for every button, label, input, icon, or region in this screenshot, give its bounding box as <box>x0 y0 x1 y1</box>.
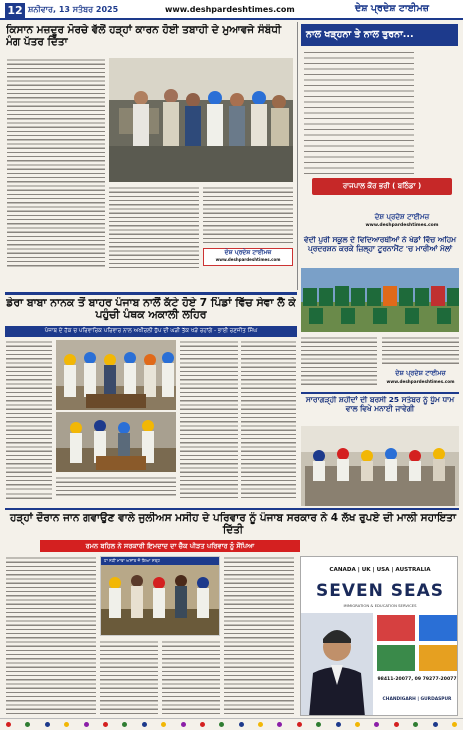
footer-dot <box>239 722 244 727</box>
footer-dot <box>84 722 89 727</box>
flood-text-col2 <box>100 640 158 716</box>
story1-logo-box <box>203 248 293 266</box>
footer-dot <box>64 722 69 727</box>
dera-story-frame <box>5 292 297 295</box>
date-line: ਸ਼ਨੀਵਾਰ, 13 ਸਤੰਬਰ 2025 <box>28 5 119 14</box>
page-number: 12 <box>5 3 25 18</box>
dera-text-col2 <box>56 476 176 498</box>
poem-body <box>304 50 414 175</box>
column-divider <box>297 22 298 290</box>
ad-collage <box>377 615 457 671</box>
poem-logo-box <box>352 212 452 232</box>
footer-dot <box>374 722 379 727</box>
ad-person <box>301 613 373 716</box>
school-logo-url: www.deshpardeshtimes.com <box>386 379 455 384</box>
story1-logo-title: ਦੇਸ਼ ਪ੍ਰਦੇਸ਼ ਟਾਈਮਜ਼ <box>224 249 272 256</box>
footer-color-dots <box>6 722 457 728</box>
saragarhi-headline: ਸਾਰਾਗੜ੍ਹੀ ਸ਼ਹੀਦਾਂ ਦੀ ਬਰਸੀ 25 ਸਤੰਬਰ ਨੂੰ ਧੂੰਮ ਧਾਮ ਵਾਲ ਵਿਖੇ ਮਨਾਈ ਜਾਵੇਗੀ <box>305 396 455 413</box>
poem-logo-url: www.deshpardeshtimes.com <box>365 223 439 228</box>
footer-dot <box>6 722 11 727</box>
story1-text-col3 <box>203 186 293 246</box>
footer-dot <box>452 722 457 727</box>
poem-logo-title: ਦੇਸ਼ ਪ੍ਰਦੇਸ਼ ਟਾਈਮਜ਼ <box>374 213 430 221</box>
dera-text-col1 <box>6 340 52 490</box>
footer-dot <box>122 722 127 727</box>
flood-text-col3 <box>162 640 220 716</box>
flood-subhead-bar <box>40 540 300 552</box>
dera-text-col1b <box>6 492 52 500</box>
footer-dot <box>25 722 30 727</box>
footer-dot <box>336 722 341 727</box>
story1-text <box>7 58 105 268</box>
masthead-title: ਦੇਸ਼ ਪ੍ਰਦੇਸ਼ ਟਾਈਮਜ਼ <box>355 3 429 14</box>
poem-author: ਰਾਜਪਾਲ ਕੌਰ ਭਰੀ ( ਬਠਿੰਡਾ ) <box>342 182 422 190</box>
footer-dot <box>103 722 108 727</box>
footer-dot <box>277 722 282 727</box>
flood-photo <box>101 565 219 635</box>
dera-text-col3 <box>180 340 238 498</box>
footer-dot <box>200 722 205 727</box>
footer-dot <box>142 722 147 727</box>
saragarhi-photo <box>301 426 459 506</box>
footer-bar <box>0 718 463 730</box>
flood-text-col1 <box>6 556 96 716</box>
school-photo <box>301 268 459 332</box>
story1-photo <box>109 58 293 182</box>
footer-dot <box>316 722 321 727</box>
saragarhi-rule <box>301 392 459 394</box>
dera-text-col4 <box>241 340 296 498</box>
flood-subhead: ਰਮਨ ਬਹਿਲ ਨੇ ਸਰਕਾਰੀ ਇਮਦਾਦ ਦਾ ਚੈੱਕ ਪੀੜਤ ਪਰਿਵਾਰ ਨੂੰ ਸੌਂਪਿਆ <box>85 542 255 550</box>
dera-subhead: ਪੰਜਾਬ ਦੇ ਹੱਕ ਚ ਪਰਿਵਾਰਿਕ ਪਰਿਵਾਰ ਨਾਲ ਅਖੀਰਲੀ ਧੁੱਪ ਦੀ ਘੜੀ ਤੱਕ ਖੜੇ ਰਹਾਂਗੇ - ਭਾਈ ਰਣਜੀਤ ਸਿੰਘ <box>44 328 258 334</box>
website-link[interactable]: www.deshpardeshtimes.com <box>165 5 295 14</box>
ad-phone[interactable]: 98411-20077, 09 79277-20077 <box>377 677 457 682</box>
dera-headline: ਡੇਰਾ ਬਾਬਾ ਨਾਨਕ ਤੋਂ ਬਾਹਰ ਪੰਜਾਬ ਨਾਲੋਂ ਕੱਟੇ ਹੋਏ 7 ਪਿੰਡਾਂ ਵਿੱਚ ਸੇਵਾ ਲੈ ਕੇ ਪਹੁੰਚੀ ਪੰਥਕ ਅਕਾਲੀ ਲਹਿਰ <box>6 297 296 322</box>
poem-title: ਨਾਲ ਖੜ੍ਹਨਾ ਤੇ ਨਾਲ ਤੁਰਨਾ... <box>306 29 414 40</box>
flood-headline: ਹੜ੍ਹਾਂ ਦੌਰਾਨ ਜਾਨ ਗਵਾਉਣ ਵਾਲੇ ਜੁਲੀਅਸ ਮਸੀਹ ਦੇ ਪਰਿਵਾਰ ਨੂੰ ਪੰਜਾਬ ਸਰਕਾਰ ਨੇ 4 ਲੱਖ ਰੁਪਏ ਦੀ ਮਾਲੀ ਸਹਾਇਤਾ ਦਿੱਤੀ <box>10 512 456 537</box>
footer-dot <box>413 722 418 727</box>
flood-photo-caption: ਹਾ ਨਹੀਂ ਮਾਤਾ ਅਸਾਂਤ ਜੋ ਗਿਆ ਸਤ੍ਹ <box>101 557 219 565</box>
flood-photo-frame <box>100 556 220 636</box>
seven-seas-ad[interactable] <box>300 556 458 716</box>
footer-dot <box>297 722 302 727</box>
story1-headline: ਕਿਸਾਨ ਮਜ਼ਦੂਰ ਮੋਰਚੇ ਵੱਲੋਂ ਹੜ੍ਹਾਂ ਕਾਰਨ ਹੋਈ ਤਬਾਹੀ ਦੇ ਮੁਆਵਜੇ ਸੰਬੰਧੀ ਮੰਗ ਪੱਤਰ ਦਿੱਤਾ <box>6 24 282 49</box>
story1-logo-url: www.deshpardeshtimes.com <box>215 257 281 262</box>
ad-brand: SEVEN SEAS <box>315 581 445 601</box>
footer-dot <box>181 722 186 727</box>
ad-location: CHANDIGARH | GURDASPUR <box>382 697 452 702</box>
poem-author-box <box>312 178 452 195</box>
flood-rule <box>5 508 459 510</box>
flood-text-col4 <box>224 556 294 716</box>
school-headline: ਵੇਦੀ ਪੁਰੀ ਸਕੂਲ ਦੇ ਵਿਦਿਆਰਥੀਆਂ ਨੇ ਖੇਡਾਂ ਵਿੱਚ ਅਹਿਮ ਪ੍ਰਦਰਸ਼ਨ ਕਰਕੇ ਜ਼ਿਲ੍ਹਾ ਟੂਰਨਾਮੈਂਟ 'ਚ ਮਾਰੀਆਂ ਮੱਲਾਂ <box>304 236 456 253</box>
school-logo-box <box>382 368 459 388</box>
footer-dot <box>394 722 399 727</box>
ad-tagline: IMMIGRATION & EDUCATION SERVICES <box>343 603 417 608</box>
footer-dot <box>219 722 224 727</box>
dera-subhead-bar <box>5 326 297 337</box>
ad-countries: CANADA | UK | USA | AUSTRALIA <box>329 567 431 573</box>
poem-title-bar <box>301 24 458 46</box>
school-text-col2 <box>382 336 459 366</box>
dera-photo-2 <box>56 412 176 472</box>
footer-dot <box>45 722 50 727</box>
school-logo-title: ਦੇਸ਼ ਪ੍ਰਦੇਸ਼ ਟਾਈਮਜ਼ <box>395 369 446 377</box>
footer-dot <box>355 722 360 727</box>
footer-dot <box>433 722 438 727</box>
footer-dot <box>258 722 263 727</box>
story1-text-col2 <box>109 186 199 268</box>
dera-photo-1 <box>56 340 176 410</box>
footer-dot <box>161 722 166 727</box>
header-bar <box>0 0 463 20</box>
school-text-col1 <box>301 336 377 388</box>
